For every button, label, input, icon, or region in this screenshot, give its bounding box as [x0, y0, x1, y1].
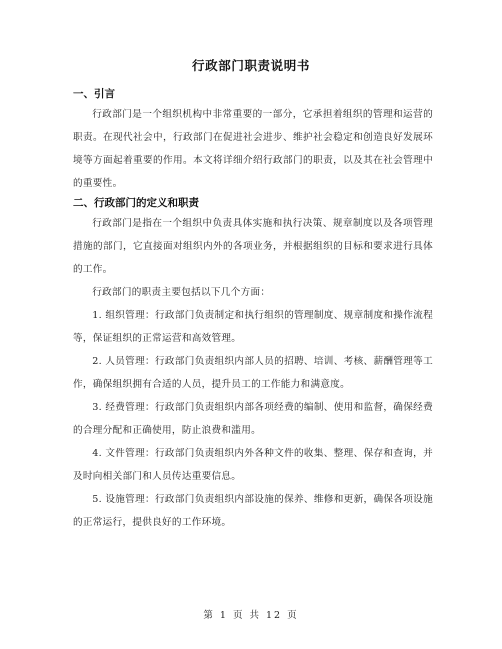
paragraph: 行政部门是一个组织机构中非常重要的一部分，它承担着组织的管理和运营的职责。在现代社会中，行政部门在促进社会进步、维护社会稳定和创造良好发展环境等方面起着重要的作用。本文将详细介绍行政部门的职责，以及其在社会管理中的重要性。: [73, 109, 433, 189]
list-item: 3. 经费管理：行政部门负责组织内部各项经费的编制、使用和监督，确保经费的合理分配和正确使用，防止浪费和滥用。: [73, 402, 433, 436]
paragraph: 行政部门的职责主要包括以下几个方面：: [92, 287, 271, 298]
paragraph: 行政部门是指在一个组织中负责具体实施和执行决策、规章制度以及各项管理措施的部门，它直接面对组织内外的各项业务，并根据组织的目标和要求进行具体的工作。: [73, 218, 433, 275]
section-definition: [73, 195, 433, 534]
section-heading: 一、引言: [73, 88, 115, 100]
section-heading: 二、行政部门的定义和职责: [73, 197, 199, 209]
list-item: 2. 人员管理：行政部门负责组织内部人员的招聘、培训、考核、薪酬管理等工作，确保组织拥有合适的人员，提升员工的工作能力和满意度。: [73, 356, 433, 390]
page-footer: 第 1 页 共 12 页: [203, 610, 299, 621]
list-item: 5. 设施管理：行政部门负责组织内部设施的保养、维修和更新，确保各项设施的正常运行，提供良好的工作环境。: [73, 494, 433, 528]
list-item: 1. 组织管理：行政部门负责制定和执行组织的管理制度、规章制度和操作流程等，保证组织的正常运营和高效管理。: [73, 310, 433, 344]
section-intro: [73, 86, 433, 195]
document-body: [73, 86, 433, 534]
list-item: 4. 文件管理：行政部门负责组织内外各种文件的收集、整理、保存和查询，并及时向相关部门和人员传达重要信息。: [73, 448, 433, 482]
document-title: 行政部门职责说明书: [192, 58, 310, 73]
